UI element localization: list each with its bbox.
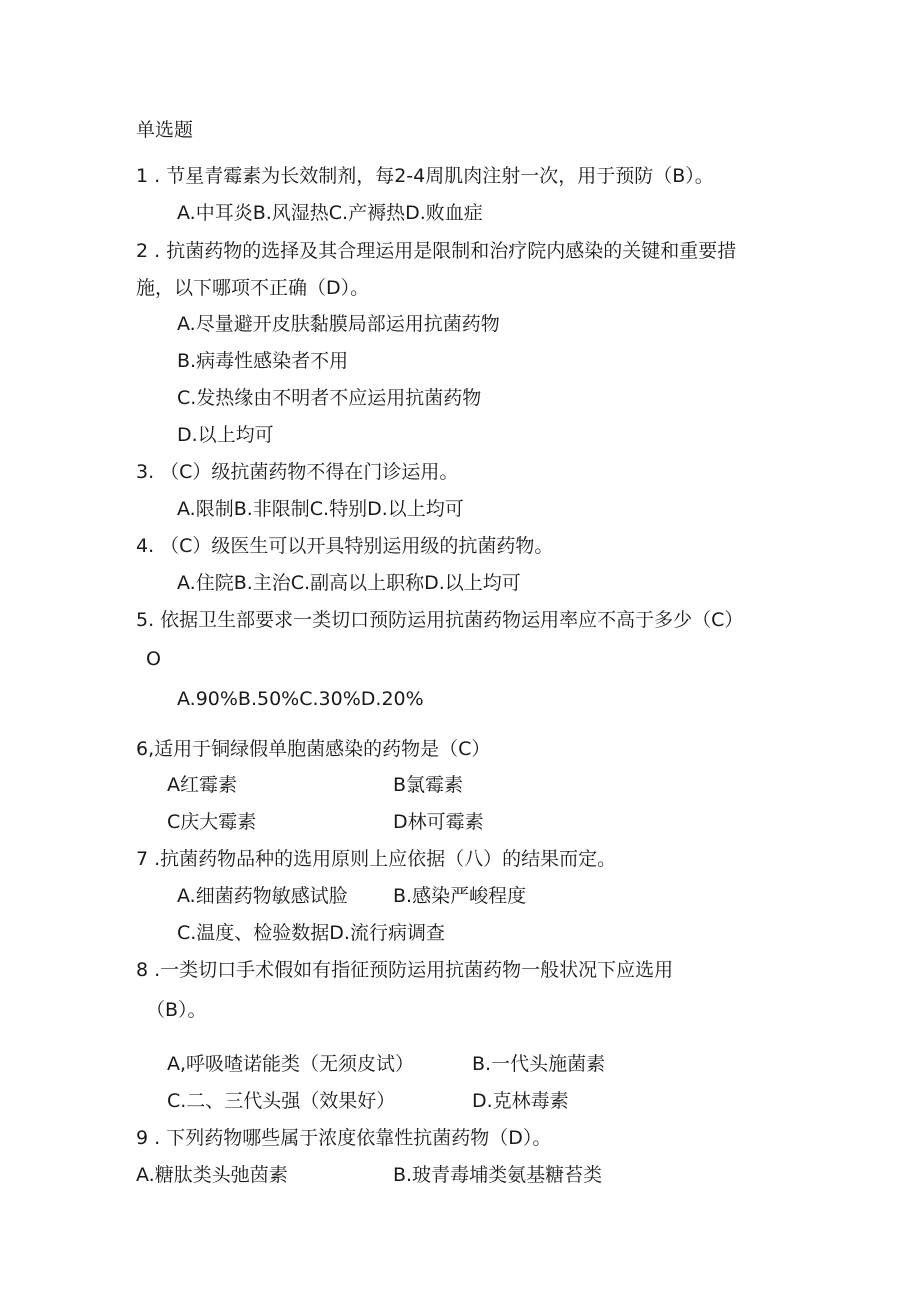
question-5-options: A.90%B.50%C.30%D.20% (177, 688, 424, 710)
question-6-text: 6,适用于铜绿假单胞菌感染的药物是（C） (136, 738, 491, 760)
question-9-option-a: A.糖肽类头弛茵素 (136, 1164, 288, 1186)
question-4-text: 4. （C）级医生可以开具特别运用级的抗菌药物。 (136, 535, 554, 557)
question-2-option-d: D.以上均可 (177, 424, 274, 446)
question-4-options: A.住院B.主治C.副高以上职称D.以上均可 (177, 572, 521, 594)
question-8-option-b: B.一代头施菌素 (472, 1053, 606, 1075)
section-heading: 单选题 (136, 119, 194, 141)
question-2-option-b: B.病毒性感染者不用 (177, 350, 349, 372)
question-8-text-line2: （B）。 (146, 999, 207, 1021)
question-7-option-a: A.细菌药物敏感试脸 (177, 885, 348, 907)
question-7-option-b: B.感染严峻程度 (393, 885, 527, 907)
question-5-text-line1: 5. 依据卫生部要求一类切口预防运用抗菌药物运用率应不高于多少（C） (136, 609, 744, 631)
question-7-options-cd: C.温度、检验数据D.流行病调查 (177, 922, 445, 944)
question-3-options: A.限制B.非限制C.特别D.以上均可 (177, 498, 464, 520)
question-2-text-line1: 2 . 抗菌药物的选择及其合理运用是限制和治疗院内感染的关键和重要措 (136, 240, 737, 262)
question-1-options: A.中耳炎B.风湿热C.产褥热D.败血症 (177, 202, 483, 224)
question-6-option-a: A红霉素 (167, 774, 237, 796)
question-8-text-line1: 8 .一类切口手术假如有指征预防运用抗菌药物一般状况下应选用 (136, 959, 674, 981)
question-2-option-c: C.发热缘由不明者不应运用抗菌药物 (177, 387, 482, 409)
question-9-text: 9 . 下列药物哪些属于浓度依靠性抗菌药物（D）。 (136, 1127, 552, 1149)
question-7-text: 7 .抗菌药物品种的选用原则上应依据（八）的结果而定。 (136, 848, 617, 870)
question-8-option-d: D.克林毒素 (472, 1090, 569, 1112)
question-8-option-c: C.二、三代头强（效果好） (167, 1090, 396, 1112)
question-8-option-a: A,呼吸喳诺能类（无须皮试） (167, 1053, 415, 1075)
question-6-option-b: B氯霉素 (393, 774, 464, 796)
question-2-option-a: A.尽量避开皮肤黏膜局部运用抗菌药物 (177, 313, 500, 335)
question-5-text-line2: O (146, 648, 161, 670)
question-3-text: 3. （C）级抗菌药物不得在门诊运用。 (136, 461, 459, 483)
question-9-option-b: B.玻青毒埔类氨基糖苔类 (393, 1164, 603, 1186)
question-1-text: 1 . 节星青霉素为长效制剂，每2-4周肌肉注射一次，用于预防（B）。 (136, 165, 714, 187)
question-2-text-line2: 施，以下哪项不正确（D）。 (136, 277, 370, 299)
question-6-option-c: C庆大霉素 (167, 811, 257, 833)
question-6-option-d: D林可霉素 (393, 811, 484, 833)
